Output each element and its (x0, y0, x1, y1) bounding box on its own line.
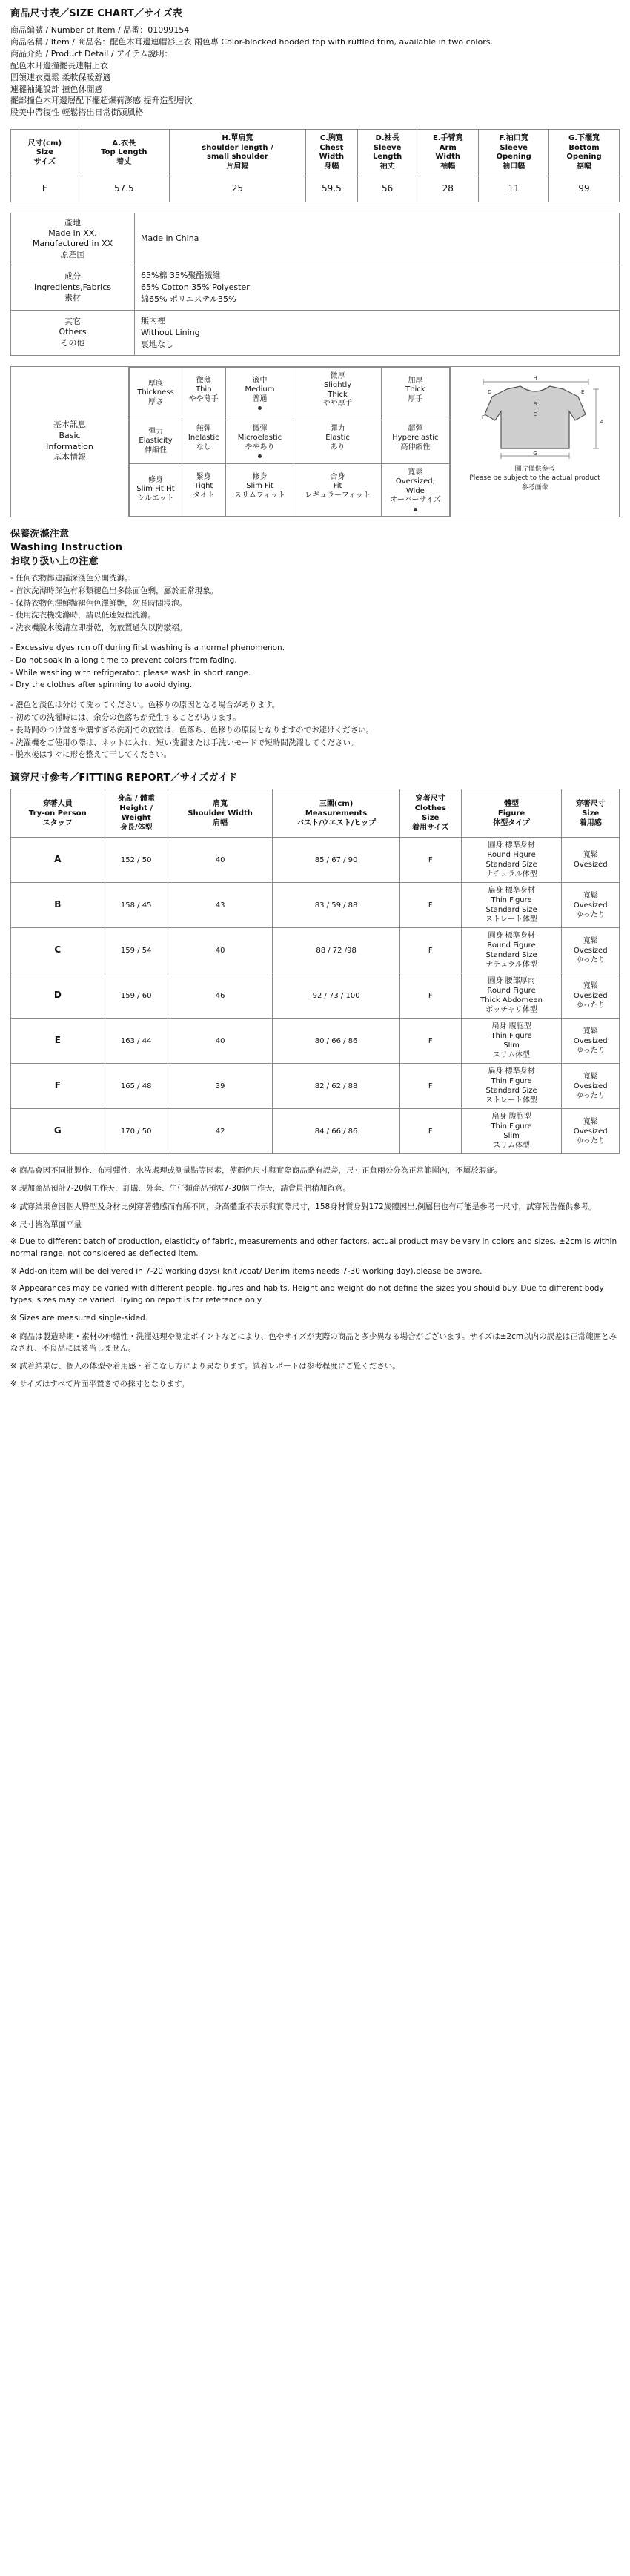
option-text: 無彈 Inelastic なし (188, 424, 219, 451)
page-title: 商品尺寸表／SIZE CHART／サイズ表 (10, 8, 182, 19)
fitting-report-table (10, 789, 620, 1154)
option-text: 彈力 Elastic あり (325, 424, 350, 451)
elasticity-option (294, 420, 381, 463)
value-cell: 11 (479, 176, 549, 202)
table-row (11, 928, 620, 973)
note-line: ※ Add-on item will be delivered in 7-20 working days( knit /coat/ Denim items needs 7-30 working day),please be aware. (10, 1266, 483, 1276)
note-line: ※ Due to different batch of production, elasticity of fabric, measurements and other factors, actual product may be vary in colors and sizes. ±2cm is within normal range, not considered as deflected item. (10, 1237, 617, 1258)
fitting-fit: 寬鬆 Ovesized ゆったり (562, 1019, 620, 1064)
fitting-header-row (11, 789, 620, 838)
svg-text:E: E (580, 388, 584, 395)
size-chart-table (10, 129, 620, 202)
option-text: 寬鬆 Oversized, Wide オーバーサイズ (390, 468, 441, 505)
note-line: ※ Appearances may be varied with different people, figures and habits. Height and weight do not define the sizes you should buy. Due to different body types, sizes may be varied. Trying on report is for reference only. (10, 1284, 604, 1305)
table-row (11, 213, 620, 265)
fit-label: 修身 Slim Fit Fit シルエット (130, 463, 182, 516)
option-text: 超彈 Hyperelastic 高伸縮性 (392, 424, 439, 451)
elasticity-option (182, 420, 226, 463)
option-text: 加厚 Thick 厚手 (405, 376, 425, 403)
selected-dot-icon (258, 406, 262, 410)
fitting-clothes-size: F (399, 838, 461, 883)
fitting-col-measurements: 三圍(cm) Measurements バスト/ウエスト/ヒップ (273, 789, 399, 838)
fitting-fit: 寬鬆 Ovesized (562, 838, 620, 883)
fitting-col-fit: 穿著尺寸 Size 着用感 (562, 789, 620, 838)
note-line: ※ サイズはすべて片面平置きでの採寸となります。 (10, 1380, 190, 1389)
table-row (11, 1019, 620, 1064)
fitting-fit: 寬鬆 Ovesized ゆったり (562, 883, 620, 928)
table-row (130, 367, 450, 420)
fitting-col-clothes-size: 穿著尺寸 Clothes Size 着用サイズ (399, 789, 461, 838)
fitting-height-weight: 163 / 44 (105, 1019, 168, 1064)
product-header (10, 7, 620, 119)
description-line: 商品介紹 / Product Detail / アイテム說明： (10, 48, 173, 59)
fitting-shoulder: 43 (168, 883, 273, 928)
basic-info-options-table (129, 367, 450, 517)
info-value-others: 無內裡 Without Lining 裏地なし (135, 310, 620, 355)
fitting-shoulder: 40 (168, 1019, 273, 1064)
fitting-figure: 扁身 腹胞型 Thin Figure Slim スリム体型 (461, 1019, 562, 1064)
fitting-height-weight: 170 / 50 (105, 1109, 168, 1154)
info-label-fabric: 成分 Ingredients,Fabrics 素材 (11, 265, 135, 310)
fitting-person: B (11, 883, 105, 928)
fit-option (182, 463, 226, 516)
product-description (10, 24, 620, 119)
option-text: 緊身 Tight タイト (192, 472, 215, 500)
fitting-figure: 扁身 標準身材 Thin Figure Standard Size ストレート体型 (461, 883, 562, 928)
note-line: ※ Sizes are measured single-sided. (10, 1313, 148, 1322)
fitting-figure: 圓身 標準身材 Round Figure Standard Size ナチュラル体型 (461, 838, 562, 883)
thickness-option (381, 367, 449, 420)
washing-line: - 長時間のつけ置きや濃すぎる洗剤での放置は、色落ち、色移りの原因となりますのでお避けください。 (10, 725, 374, 735)
size-chart-col-bottom-opening: G.下擺寬 Bottom Opening 裾幅 (549, 130, 620, 176)
washing-line: - While washing with refrigerator, please wash in short range. (10, 668, 251, 678)
table-row (11, 838, 620, 883)
fitting-report-title: 適穿尺寸參考／FITTING REPORT／サイズガイド (10, 772, 238, 784)
fitting-report-section (10, 772, 620, 1154)
washing-line: - 任何衣物都建議深淺色分開洗滌。 (10, 574, 133, 583)
washing-title: 保養洗滌注意 Washing Instruction お取り扱い上の注意 (10, 528, 123, 568)
size-chart-col-chest: C.胸寬 Chest Width 身幅 (305, 130, 357, 176)
fitting-measurements: 83 / 59 / 88 (273, 883, 399, 928)
washing-block-en (10, 642, 620, 692)
washing-line: - 使用洗衣機洗滌時，請以低速短程洗滌。 (10, 611, 156, 620)
option-text: 微薄 Thin やや薄手 (188, 376, 219, 403)
option-text: 微厚 Slightly Thick やや厚手 (322, 371, 353, 408)
size-chart-col-sleeve-opening: F.袖口寬 Sleeve Opening 袖口幅 (479, 130, 549, 176)
note-line: ※ 商品會因不同批製作、布料彈性、水洗處理或測量點等因素，使顏色尺寸與實際商品略有誤差，尺寸正負兩公分為正常範圍內，不屬於瑕疵。 (10, 1166, 503, 1176)
fitting-height-weight: 159 / 60 (105, 973, 168, 1019)
svg-text:H: H (532, 374, 537, 381)
fit-option (225, 463, 294, 516)
fitting-measurements: 80 / 66 / 86 (273, 1019, 399, 1064)
svg-text:C: C (533, 411, 537, 417)
option-marker-empty (383, 404, 448, 410)
option-marker-empty (296, 452, 379, 458)
description-line: 擺部撞色木耳邊層配下擺超爆荷澎感 提升造型層次 (10, 96, 193, 106)
fitting-measurements: 82 / 62 / 88 (273, 1064, 399, 1109)
washing-line: - 保持衣物色澤鮮豔褪色色澤鮮艷，勿長時間浸泡。 (10, 598, 188, 608)
fitting-person: E (11, 1019, 105, 1064)
selected-dot-icon (414, 508, 417, 511)
value-cell: 25 (169, 176, 305, 202)
fitting-shoulder: 42 (168, 1109, 273, 1154)
svg-text:D: D (487, 388, 491, 395)
garment-diagram-note: 圖片僅供參考 Please be subject to the actual product 参考画像 (469, 465, 600, 491)
value-cell: 56 (357, 176, 417, 202)
table-row (11, 1064, 620, 1109)
value-cell: 57.5 (79, 176, 169, 202)
fitting-fit: 寬鬆 Ovesized ゆったり (562, 1064, 620, 1109)
table-row (11, 265, 620, 310)
option-marker-empty (184, 404, 224, 410)
table-row (11, 1109, 620, 1154)
fitting-col-shoulder: 肩寬 Shoulder Width 肩幅 (168, 789, 273, 838)
fitting-height-weight: 152 / 50 (105, 838, 168, 883)
description-line: 股美中帶復性 輕鬆搭出日常街頭風格 (10, 107, 144, 118)
washing-block-ja (10, 699, 620, 761)
table-row (11, 310, 620, 355)
product-info-table-wrap (10, 213, 620, 356)
fitting-measurements: 84 / 66 / 86 (273, 1109, 399, 1154)
option-text: 合身 Fit レギュラーフィット (305, 472, 371, 500)
basic-information-section (10, 366, 620, 517)
option-marker-empty (296, 500, 379, 506)
svg-text:A: A (600, 418, 603, 425)
thickness-option (182, 367, 226, 420)
fitting-figure: 扁身 腹胞型 Thin Figure Slim スリム体型 (461, 1109, 562, 1154)
option-marker-empty (383, 452, 448, 458)
svg-text:F: F (481, 414, 485, 420)
fitting-fit: 寬鬆 Ovesized ゆったり (562, 928, 620, 973)
fitting-measurements: 85 / 67 / 90 (273, 838, 399, 883)
description-line: 連襬袖繩設計 撞色休閒感 (10, 84, 103, 94)
fitting-figure: 扁身 標準身材 Thin Figure Standard Size ストレート体型 (461, 1064, 562, 1109)
description-line: 商品名稱 / Item / 商品名：配色木耳邊連帽衫上衣 兩色專 Color-blocked hooded top with ruffled trim, available in two colors. (10, 36, 493, 47)
washing-line: - 濃色と淡色は分けて洗ってください。色移りの原因となる場合があります。 (10, 701, 280, 710)
washing-line: - 初めての洗濯時には、余分の色落ちが発生することがあります。 (10, 713, 241, 723)
fitting-shoulder: 40 (168, 928, 273, 973)
washing-line: - 洗濯機をご使用の際は、ネットに入れ、短い洗濯または手洗いモードで短時間洗濯してください。 (10, 738, 359, 747)
size-chart-col-sleeve-length: D.袖長 Sleeve Length 袖丈 (357, 130, 417, 176)
washing-instruction-section (10, 528, 620, 762)
washing-line: - Dry the clothes after spinning to avoid dying. (10, 681, 193, 690)
size-chart-col-arm-width: E.手臂寬 Arm Width 袖幅 (417, 130, 479, 176)
fitting-col-height-weight: 身高 / 體重 Height / Weight 身長/体型 (105, 789, 168, 838)
fitting-col-person: 穿著人員 Try-on Person スタッフ (11, 789, 105, 838)
svg-text:G: G (532, 450, 537, 457)
size-cell: F (11, 176, 79, 202)
fit-option (381, 463, 449, 516)
info-label-others: 其它 Others その他 (11, 310, 135, 355)
washing-block-zh (10, 572, 620, 635)
table-row (130, 463, 450, 516)
fitting-person: G (11, 1109, 105, 1154)
washing-line: - Do not soak in a long time to prevent colors from fading. (10, 655, 237, 665)
table-row (11, 883, 620, 928)
note-line: ※ 現加商品預計7-20個工作天，訂購、外套、牛仔類商品預需7-30個工作天，請會員們稍加留意。 (10, 1184, 351, 1193)
fitting-shoulder: 46 (168, 973, 273, 1019)
washing-line: - Excessive dyes run off during first washing is a normal phenomenon. (10, 643, 285, 653)
fitting-measurements: 92 / 73 / 100 (273, 973, 399, 1019)
disclaimer-notes-section (10, 1165, 620, 1391)
table-row (11, 176, 620, 202)
fitting-clothes-size: F (399, 1109, 461, 1154)
product-info-table (10, 213, 620, 356)
fitting-clothes-size: F (399, 883, 461, 928)
size-chart-table-wrap (10, 129, 620, 202)
option-text: 修身 Slim Fit スリムフィット (233, 472, 286, 500)
fitting-person: A (11, 838, 105, 883)
option-text: 微彈 Microelastic ややあり (237, 424, 282, 451)
table-row (11, 973, 620, 1019)
option-marker-empty (228, 500, 293, 506)
fitting-shoulder: 39 (168, 1064, 273, 1109)
svg-text:B: B (533, 400, 537, 407)
info-label-origin: 產地 Made in XX, Manufactured in XX 原産国 (11, 213, 135, 265)
fitting-height-weight: 159 / 54 (105, 928, 168, 973)
info-value-fabric: 65%棉 35%聚酯纖維 65% Cotton 35% Polyester 綿65% ポリエステル35% (135, 265, 620, 310)
info-value-origin: Made in China (135, 213, 620, 265)
value-cell: 59.5 (305, 176, 357, 202)
thickness-option (225, 367, 294, 420)
size-chart-col-top-length: A.衣長 Top Length 着丈 (79, 130, 169, 176)
fitting-person: F (11, 1064, 105, 1109)
fitting-person: D (11, 973, 105, 1019)
description-line: 圓領連衣寬鬆 柔軟保暖舒適 (10, 72, 111, 82)
fitting-figure: 圓身 腰部厚肉 Round Figure Thick Abdomeen ポッチャリ体型 (461, 973, 562, 1019)
description-line: 商品編號 / Number of Item / 品番：01099154 (10, 24, 190, 35)
note-line: ※ 商品は製造時期・素材の伸縮性・洗濯処理や測定ポイントなどにより、色やサイズが実際の商品と多少異なる場合がございます。サイズは±2cm以内の誤差は正常範囲とみなされ、不良品には該当しません。 (10, 1331, 617, 1353)
fitting-shoulder: 40 (168, 838, 273, 883)
fitting-fit: 寬鬆 Ovesized ゆったり (562, 1109, 620, 1154)
size-chart-header-row (11, 130, 620, 176)
basic-info-label: 基本訊息 Basic Information 基本情報 (11, 367, 129, 517)
elasticity-label: 彈力 Elasticity 伸縮性 (130, 420, 182, 463)
washing-line: - 脱水後はすぐに形を整えて干してください。 (10, 750, 172, 760)
size-chart-col-shoulder: H.單肩寬 shoulder length / small shoulder 片肩幅 (169, 130, 305, 176)
size-chart-col-size: 尺寸(cm) Size サイズ (11, 130, 79, 176)
fitting-figure: 圓身 標準身材 Round Figure Standard Size ナチュラル体型 (461, 928, 562, 973)
garment-measurement-diagram-icon (461, 371, 609, 460)
thickness-label: 厚度 Thickness 厚さ (130, 367, 182, 420)
description-line: 配色木耳邊撞擺長連帽上衣 (10, 60, 108, 70)
elasticity-option (225, 420, 294, 463)
note-line: ※ 尺寸皆為單面平量 (10, 1219, 82, 1229)
fitting-clothes-size: F (399, 1019, 461, 1064)
garment-diagram-panel (450, 367, 619, 517)
fit-option (294, 463, 381, 516)
option-text: 適中 Medium 普通 (245, 376, 275, 403)
option-marker-empty (296, 409, 379, 415)
value-cell: 99 (549, 176, 620, 202)
fitting-clothes-size: F (399, 1064, 461, 1109)
table-row (130, 420, 450, 463)
fitting-height-weight: 165 / 48 (105, 1064, 168, 1109)
fitting-fit: 寬鬆 Ovesized ゆったり (562, 973, 620, 1019)
fitting-clothes-size: F (399, 928, 461, 973)
value-cell: 28 (417, 176, 479, 202)
washing-line: - 首次洗滌時深色有彩類褪色出多餘面色剩，屬於正常現象。 (10, 586, 219, 595)
fitting-person: C (11, 928, 105, 973)
fitting-col-figure: 體型 Figure 体型タイプ (461, 789, 562, 838)
fitting-clothes-size: F (399, 973, 461, 1019)
option-marker-empty (184, 500, 224, 506)
elasticity-option (381, 420, 449, 463)
washing-line: - 洗衣機脫水後請立即掛乾，勿放置過久以防皺褶。 (10, 623, 188, 633)
note-line: ※ 試着結果は、個人の体型や着用感・着こなし方により異なります。試着レポートは参考程度にご覧ください。 (10, 1362, 400, 1371)
fitting-measurements: 88 / 72 /98 (273, 928, 399, 973)
thickness-option (294, 367, 381, 420)
option-marker-empty (184, 452, 224, 458)
selected-dot-icon (258, 454, 262, 458)
note-line: ※ 試穿結果會因個人臀型及身材比例穿著體感而有所不同，身高體重不表示與實際尺寸，158身材質身對172歲體因出,例屬售也有可能是參考一尺寸，試穿報告僅供參考。 (10, 1202, 597, 1211)
fitting-height-weight: 158 / 45 (105, 883, 168, 928)
